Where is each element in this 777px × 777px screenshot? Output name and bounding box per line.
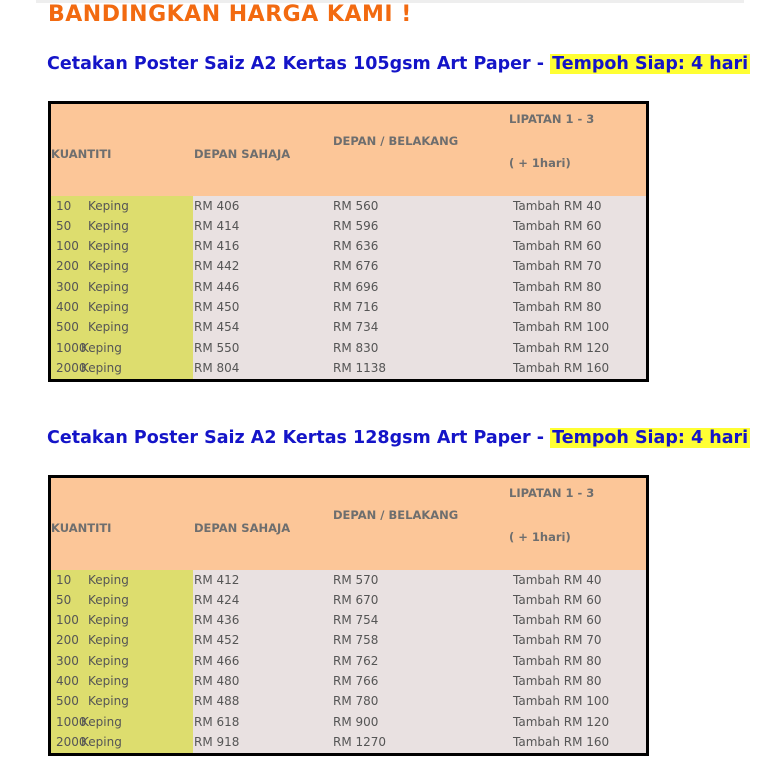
qty-unit: Keping [88,239,129,253]
price-front: RM 488 [194,694,240,708]
table-row [51,671,646,691]
qty-unit: Keping [88,259,129,273]
price-front-back: RM 636 [333,239,379,253]
table-row [51,277,646,297]
price-fold: Tambah RM 160 [513,735,610,749]
price-front-back: RM 780 [333,694,379,708]
table-header [51,104,646,196]
qty-number: 1000 [56,341,87,355]
table-row [51,570,646,590]
qty-number: 200 [56,633,79,647]
price-front: RM 480 [194,674,240,688]
qty-number: 500 [56,694,79,708]
price-front: RM 918 [194,735,240,749]
table-row [51,236,646,256]
price-fold: Tambah RM 120 [513,341,610,355]
price-front-back: RM 1138 [333,361,387,375]
price-front: RM 446 [194,280,240,294]
price-fold: Tambah RM 100 [513,320,610,334]
page-headline: BANDINGKAN HARGA KAMI ! [48,2,412,27]
qty-unit: Keping [88,654,129,668]
qty-number: 50 [56,219,72,233]
section-title-text: Cetakan Poster Saiz A2 Kertas 128gsm Art Paper - [47,428,551,448]
qty-unit: Keping [88,199,129,213]
qty-unit: Keping [88,613,129,627]
price-fold: Tambah RM 100 [513,694,610,708]
qty-number: 300 [56,654,79,668]
price-front: RM 416 [194,239,240,253]
price-front-back: RM 596 [333,219,379,233]
price-front: RM 454 [194,320,240,334]
price-front-back: RM 900 [333,715,379,729]
table-row [51,358,646,378]
price-front: RM 550 [194,341,240,355]
price-front: RM 804 [194,361,240,375]
table-row [51,196,646,216]
price-fold: Tambah RM 120 [513,715,610,729]
qty-unit: Keping [81,715,122,729]
header-front-back: DEPAN / BELAKANG [333,134,459,148]
qty-number: 400 [56,300,79,314]
price-front: RM 618 [194,715,240,729]
price-front: RM 442 [194,259,240,273]
header-fold-note: ( + 1hari) [509,530,571,544]
price-fold: Tambah RM 60 [513,239,602,253]
price-front: RM 414 [194,219,240,233]
table-row [51,651,646,671]
price-front-back: RM 1270 [333,735,387,749]
header-fold: LIPATAN 1 - 3 [509,486,595,500]
qty-number: 400 [56,674,79,688]
table-row [51,691,646,711]
price-fold: Tambah RM 70 [513,633,602,647]
price-front: RM 452 [194,633,240,647]
header-front-only: DEPAN SAHAJA [194,521,291,535]
price-front-back: RM 570 [333,573,379,587]
header-fold-note: ( + 1hari) [509,156,571,170]
qty-unit: Keping [88,573,129,587]
price-fold: Tambah RM 70 [513,259,602,273]
price-front-back: RM 560 [333,199,379,213]
price-front-back: RM 758 [333,633,379,647]
qty-number: 2000 [56,735,87,749]
price-front: RM 450 [194,300,240,314]
table-body [51,570,646,753]
price-fold: Tambah RM 60 [513,613,602,627]
price-table-128gsm [48,475,649,756]
qty-number: 10 [56,199,72,213]
qty-unit: Keping [88,300,129,314]
qty-unit: Keping [88,280,129,294]
table-row [51,610,646,630]
qty-number: 100 [56,613,79,627]
qty-unit: Keping [88,219,129,233]
price-front-back: RM 754 [333,613,379,627]
qty-number: 2000 [56,361,87,375]
table-row [51,317,646,337]
price-front: RM 406 [194,199,240,213]
price-fold: Tambah RM 80 [513,300,602,314]
table-row [51,216,646,236]
lead-time-highlight: Tempoh Siap: 4 hari [552,54,749,74]
qty-number: 500 [56,320,79,334]
table-row [51,630,646,650]
qty-number: 200 [56,259,79,273]
price-fold: Tambah RM 40 [513,199,602,213]
price-front-back: RM 676 [333,259,379,273]
price-front-back: RM 716 [333,300,379,314]
price-fold: Tambah RM 80 [513,654,602,668]
lead-time-highlight: Tempoh Siap: 4 hari [552,428,749,448]
qty-number: 1000 [56,715,87,729]
price-front: RM 466 [194,654,240,668]
price-front: RM 424 [194,593,240,607]
price-table-105gsm [48,101,649,382]
qty-unit: Keping [81,341,122,355]
qty-unit: Keping [81,361,122,375]
qty-number: 100 [56,239,79,253]
qty-unit: Keping [88,694,129,708]
price-front: RM 412 [194,573,240,587]
price-front-back: RM 830 [333,341,379,355]
price-front: RM 436 [194,613,240,627]
price-fold: Tambah RM 80 [513,674,602,688]
price-front-back: RM 762 [333,654,379,668]
qty-unit: Keping [81,735,122,749]
qty-unit: Keping [88,633,129,647]
price-front-back: RM 670 [333,593,379,607]
table-row [51,338,646,358]
qty-unit: Keping [88,320,129,334]
price-fold: Tambah RM 40 [513,573,602,587]
header-front-only: DEPAN SAHAJA [194,147,291,161]
header-fold: LIPATAN 1 - 3 [509,112,595,126]
table-body [51,196,646,379]
table-row [51,297,646,317]
price-fold: Tambah RM 60 [513,593,602,607]
section-title-text: Cetakan Poster Saiz A2 Kertas 105gsm Art Paper - [47,54,551,74]
price-front-back: RM 696 [333,280,379,294]
qty-unit: Keping [88,593,129,607]
qty-number: 10 [56,573,72,587]
qty-number: 50 [56,593,72,607]
header-quantity: KUANTITI [51,521,112,535]
header-front-back: DEPAN / BELAKANG [333,508,459,522]
price-front-back: RM 766 [333,674,379,688]
table-row [51,256,646,276]
header-quantity: KUANTITI [51,147,112,161]
price-fold: Tambah RM 60 [513,219,602,233]
qty-number: 300 [56,280,79,294]
table-row [51,590,646,610]
section-title-105gsm [47,54,750,74]
table-row [51,712,646,732]
section-title-128gsm [47,428,750,448]
table-header [51,478,646,570]
price-fold: Tambah RM 160 [513,361,610,375]
qty-unit: Keping [88,674,129,688]
price-fold: Tambah RM 80 [513,280,602,294]
price-front-back: RM 734 [333,320,379,334]
table-row [51,732,646,752]
